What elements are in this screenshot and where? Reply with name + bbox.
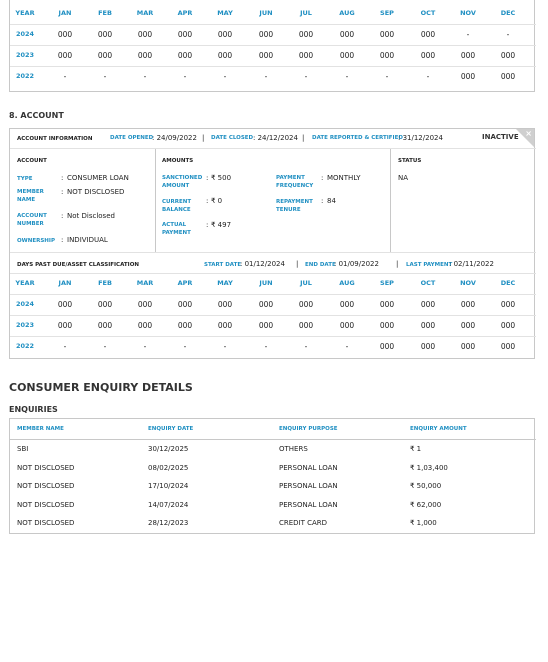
top-history-header-row <box>10 9 536 29</box>
ownership-label: OWNERSHIP <box>17 238 55 244</box>
dpd-history-year-cell: 2022 <box>15 342 35 350</box>
start-date-value: : 01/12/2024 <box>240 260 285 268</box>
dpd-history-header-cell: APR <box>177 279 193 287</box>
colon: : <box>206 221 209 229</box>
top-history-cell: 000 <box>500 51 516 60</box>
dpd-history-cell: 000 <box>379 342 395 351</box>
dpd-history-cell: 000 <box>500 342 516 351</box>
colon: : <box>61 236 64 244</box>
dpd-history-cell: 000 <box>57 300 73 309</box>
dpd-history-row <box>10 342 536 362</box>
enquiry-row <box>10 497 536 515</box>
top-history-cell: 000 <box>460 51 476 60</box>
date-reported-label: DATE REPORTED & CERTIFIED <box>312 135 403 141</box>
colon: : <box>206 174 209 182</box>
status-column-title: STATUS <box>398 158 422 164</box>
dpd-history-cell: 000 <box>379 321 395 330</box>
enquiry-cell: PERSONAL LOAN <box>279 500 338 509</box>
account-number-label: ACCOUNT NUMBER <box>17 213 47 227</box>
dpd-history-cell: 000 <box>137 321 153 330</box>
enquiry-cell: NOT DISCLOSED <box>17 463 75 472</box>
enquiry-cell: ₹ 62,000 <box>410 500 442 509</box>
colon: : <box>321 197 324 205</box>
dpd-history-header-cell: FEB <box>98 279 112 287</box>
top-history-cell: 000 <box>339 51 355 60</box>
top-history-cell: 000 <box>420 51 436 60</box>
end-date-label: END DATE <box>305 262 336 268</box>
top-history-cell: - <box>264 72 268 81</box>
dpd-history-cell: 000 <box>420 342 436 351</box>
top-history-cell: - <box>143 72 147 81</box>
dpd-history-cell: 000 <box>137 300 153 309</box>
dpd-history-header-cell: JUL <box>300 279 312 287</box>
colon: : <box>321 174 324 182</box>
dpd-history-cell: 000 <box>177 300 193 309</box>
dpd-history-cell: 000 <box>379 300 395 309</box>
enquiry-cell: NOT DISCLOSED <box>17 482 75 490</box>
top-history-cell: - <box>183 72 187 81</box>
dpd-history-cell: 000 <box>460 342 476 351</box>
top-history-cell: 000 <box>177 51 193 60</box>
top-history-cell: 000 <box>137 30 153 39</box>
end-date-value: : 01/09/2022 <box>334 260 379 268</box>
top-history-year-cell: 2024 <box>15 30 35 38</box>
date-opened-value: : 24/09/2022 <box>152 134 197 142</box>
account-number-value: Not Disclosed <box>67 212 115 220</box>
top-history-row <box>10 72 536 92</box>
account-section-title: 8. ACCOUNT <box>9 111 64 120</box>
account-card <box>9 128 535 359</box>
top-history-year-cell: 2023 <box>15 51 35 59</box>
date-closed-label: DATE CLOSED <box>211 135 254 141</box>
dpd-history-cell: 000 <box>339 321 355 330</box>
member-name-value: NOT DISCLOSED <box>67 188 125 196</box>
dpd-history-cell: 000 <box>97 321 113 330</box>
type-value: CONSUMER LOAN <box>67 174 129 182</box>
enquiry-row <box>10 460 536 478</box>
repayment-tenure-value: 84 <box>327 197 336 205</box>
top-history-cell: 000 <box>339 30 355 39</box>
enquiries-subtitle: ENQUIRIES <box>9 405 58 414</box>
sanctioned-amount-label: SANCTIONED AMOUNT <box>162 175 203 189</box>
dpd-history-cell: 000 <box>298 300 314 309</box>
enquiry-cell: 28/12/2023 <box>148 519 189 527</box>
enquiry-cell: ₹ 1,03,400 <box>410 463 448 472</box>
top-history-cell: 000 <box>258 30 274 39</box>
top-history-cell: 000 <box>57 51 73 60</box>
account-information-label: ACCOUNT INFORMATION <box>17 136 93 142</box>
dpd-label: DAYS PAST DUE/ASSET CLASSIFICATION <box>17 262 139 268</box>
dpd-history-header-cell: MAY <box>217 279 233 287</box>
dpd-history-year-cell: 2024 <box>15 300 35 308</box>
dpd-history-cell: 000 <box>217 300 233 309</box>
top-history-cell: 000 <box>137 51 153 60</box>
top-history-cell: 000 <box>97 30 113 39</box>
dpd-history-cell: - <box>264 342 268 351</box>
enquiry-cell: PERSONAL LOAN <box>279 463 338 472</box>
top-history-cell: - <box>426 72 430 81</box>
dpd-history-cell: 000 <box>258 300 274 309</box>
status-badge: INACTIVE <box>482 133 519 141</box>
enquiry-cell: ₹ 50,000 <box>410 482 442 490</box>
enquiry-header-cell: ENQUIRY DATE <box>148 426 194 432</box>
dpd-history-row <box>10 300 536 320</box>
account-column-title: ACCOUNT <box>17 158 47 164</box>
top-history-header-cell: JUL <box>300 9 312 17</box>
top-history-cell: - <box>103 72 107 81</box>
dpd-history-cell: 000 <box>258 321 274 330</box>
dpd-history-cell: - <box>143 342 147 351</box>
top-history-header-cell: OCT <box>420 9 436 17</box>
dpd-history-header-cell: DEC <box>500 279 516 287</box>
top-history-header-cell: YEAR <box>15 9 35 17</box>
top-history-cell: - <box>385 72 389 81</box>
separator: | <box>396 260 399 268</box>
ownership-value: INDIVIDUAL <box>67 236 108 244</box>
top-history-cell: - <box>345 72 349 81</box>
actual-payment-value: ₹ 497 <box>211 221 232 229</box>
separator: | <box>296 260 299 268</box>
colon: : <box>206 197 209 205</box>
repayment-tenure-label: REPAYMENT TENURE <box>276 199 313 213</box>
enquiry-cell: CREDIT CARD <box>279 519 328 527</box>
dpd-history-cell: - <box>63 342 67 351</box>
enquiry-cell: NOT DISCLOSED <box>17 500 75 509</box>
close-icon[interactable]: × <box>525 129 532 138</box>
top-history-cell: 000 <box>57 30 73 39</box>
dpd-history-cell: 000 <box>420 300 436 309</box>
dpd-history-header-cell: NOV <box>460 279 476 287</box>
enquiries-table <box>9 418 535 534</box>
top-history-cell: 000 <box>500 72 516 81</box>
top-history-cell: - <box>506 30 510 39</box>
top-history-cell: 000 <box>298 30 314 39</box>
dpd-history-header-cell: OCT <box>420 279 436 287</box>
dpd-history-header-cell: MAR <box>136 279 154 287</box>
enquiry-row <box>10 441 536 459</box>
actual-payment-label: ACTUAL PAYMENT <box>162 222 191 236</box>
enquiry-row <box>10 478 536 496</box>
enquiry-header-cell: ENQUIRY AMOUNT <box>410 426 467 432</box>
dpd-history-cell: 000 <box>460 300 476 309</box>
top-history-header-cell: MAR <box>136 9 154 17</box>
dpd-history-cell: - <box>183 342 187 351</box>
dpd-history-cell: 000 <box>57 321 73 330</box>
start-date-label: START DATE <box>204 262 242 268</box>
amounts-column-title: AMOUNTS <box>162 158 194 164</box>
dpd-history-cell: 000 <box>460 321 476 330</box>
last-payment-value: : 02/11/2022 <box>449 260 494 268</box>
enquiry-cell: ₹ 1,000 <box>410 519 437 527</box>
enquiry-header-cell: ENQUIRY PURPOSE <box>279 426 338 432</box>
top-history-cell: 000 <box>379 51 395 60</box>
enquiry-cell: ₹ 1 <box>410 445 422 453</box>
dpd-history-cell: 000 <box>177 321 193 330</box>
top-history-cell: 000 <box>217 51 233 60</box>
top-history-cell: - <box>63 72 67 81</box>
enquiry-row <box>10 515 536 533</box>
top-history-cell: 000 <box>97 51 113 60</box>
enquiry-cell: 14/07/2024 <box>148 500 189 509</box>
top-history-cell: 000 <box>258 51 274 60</box>
last-payment-label: LAST PAYMENT <box>406 262 453 268</box>
status-value: NA <box>398 174 409 182</box>
top-history-header-cell: APR <box>177 9 193 17</box>
dpd-history-cell: 000 <box>217 321 233 330</box>
enquiry-cell: 08/02/2025 <box>148 463 189 472</box>
sanctioned-amount-value: ₹ 500 <box>211 174 232 182</box>
date-opened-label: DATE OPENED <box>110 135 154 141</box>
top-history-cell: - <box>304 72 308 81</box>
dpd-history-header-cell: JAN <box>58 279 72 287</box>
dpd-history-header-cell: JUN <box>259 279 273 287</box>
top-history-header-cell: DEC <box>500 9 516 17</box>
top-history-header-cell: NOV <box>460 9 476 17</box>
date-closed-value: : 24/12/2024 <box>253 134 298 142</box>
dpd-history-cell: 000 <box>500 321 516 330</box>
enquiry-cell: SBI <box>17 445 29 453</box>
type-label: TYPE <box>17 176 33 182</box>
colon: : <box>61 188 64 196</box>
top-history-header-cell: JUN <box>259 9 273 17</box>
top-history-header-cell: MAY <box>217 9 233 17</box>
dpd-history-cell: 000 <box>298 321 314 330</box>
colon: : <box>61 174 64 182</box>
dpd-history-cell: 000 <box>97 300 113 309</box>
dpd-history-cell: 000 <box>420 321 436 330</box>
dpd-history-cell: - <box>103 342 107 351</box>
top-payment-history-table <box>9 0 535 92</box>
top-history-cell: 000 <box>298 51 314 60</box>
top-history-cell: - <box>223 72 227 81</box>
top-history-cell: 000 <box>379 30 395 39</box>
dpd-history-year-cell: 2023 <box>15 321 35 329</box>
enquiry-cell: OTHERS <box>279 445 308 453</box>
enquiry-cell: PERSONAL LOAN <box>279 482 338 490</box>
top-history-header-cell: JAN <box>58 9 72 17</box>
dpd-history-header-cell: YEAR <box>15 279 35 287</box>
dpd-history-header-row <box>10 279 536 299</box>
top-history-header-cell: FEB <box>98 9 112 17</box>
dpd-history-cell: 000 <box>500 300 516 309</box>
top-history-cell: 000 <box>460 72 476 81</box>
dpd-history-row <box>10 321 536 341</box>
current-balance-label: CURRENT BALANCE <box>162 199 192 213</box>
dpd-history-cell: - <box>304 342 308 351</box>
enquiry-cell: 30/12/2025 <box>148 445 189 453</box>
enquiry-section-title: CONSUMER ENQUIRY DETAILS <box>9 381 193 394</box>
top-history-year-cell: 2022 <box>15 72 35 80</box>
top-history-cell: 000 <box>177 30 193 39</box>
top-history-row <box>10 51 536 71</box>
member-name-label: MEMBER NAME <box>17 189 44 203</box>
enquiry-cell: 17/10/2024 <box>148 482 189 490</box>
payment-frequency-value: MONTHLY <box>327 174 361 182</box>
top-history-header-cell: SEP <box>380 9 394 17</box>
payment-frequency-label: PAYMENT FREQUENCY <box>276 175 314 189</box>
dpd-history-header-cell: AUG <box>339 279 355 287</box>
dpd-history-header-cell: SEP <box>380 279 394 287</box>
enquiry-header-cell: MEMBER NAME <box>17 426 64 432</box>
top-history-cell: 000 <box>420 30 436 39</box>
top-history-cell: 000 <box>217 30 233 39</box>
top-history-header-cell: AUG <box>339 9 355 17</box>
separator: | <box>302 134 305 142</box>
dpd-history-cell: - <box>223 342 227 351</box>
date-reported-value: : 31/12/2024 <box>398 134 443 142</box>
enquiry-cell: NOT DISCLOSED <box>17 519 75 527</box>
dpd-history-cell: - <box>345 342 349 351</box>
top-history-row <box>10 30 536 50</box>
dpd-history-cell: 000 <box>339 300 355 309</box>
separator: | <box>202 134 205 142</box>
top-history-cell: - <box>466 30 470 39</box>
current-balance-value: ₹ 0 <box>211 197 223 205</box>
colon: : <box>61 212 64 220</box>
